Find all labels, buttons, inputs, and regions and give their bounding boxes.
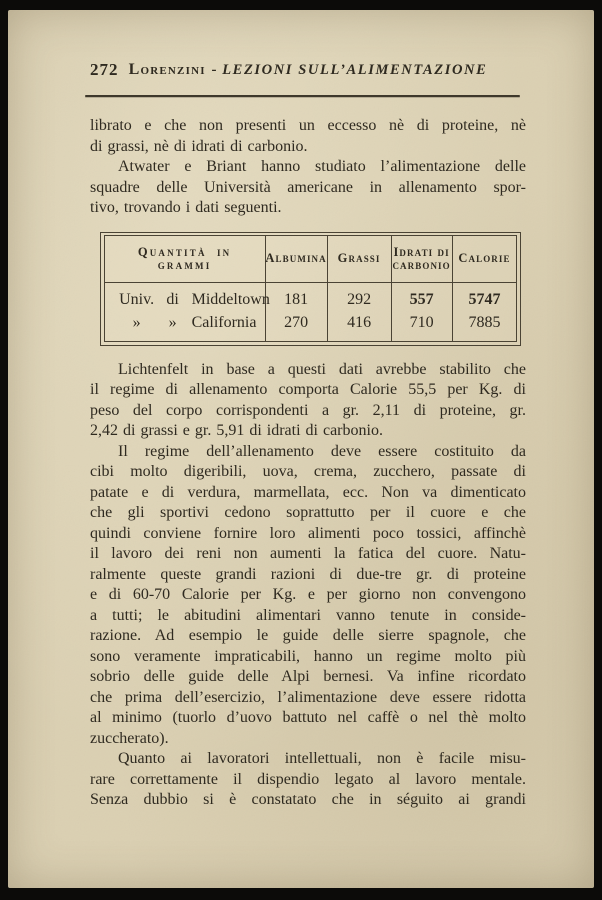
paragraph-2 [90, 157, 526, 219]
row-label-ditto: » [168, 314, 177, 332]
table-value: 270 [284, 314, 309, 332]
title-separator: - [207, 62, 221, 78]
table-value: 416 [347, 314, 372, 332]
paragraph-3 [90, 360, 526, 442]
text-line: al minimo (tuorlo d’uovo battuto nel caffè o nel thè molto [90, 709, 526, 727]
book-title: LEZIONI SULL’ALIMENTAZIONE [222, 62, 488, 78]
paragraph-4 [90, 442, 526, 750]
paragraph-1 [90, 116, 526, 157]
row-label-part: Middeltown [191, 291, 270, 309]
row-label-ditto: » [132, 314, 141, 332]
row-labels [105, 283, 270, 341]
page-number: 272 [90, 60, 119, 79]
text-line: quindi conviene fornire loro alimenti poco tossici, affinchè [90, 524, 526, 542]
grassi-values [328, 283, 392, 341]
text-line: zuccherato). [90, 729, 169, 747]
albumina-values [266, 283, 328, 341]
nutrition-table-grid [104, 235, 518, 342]
text-line: Il regime dell’allenamento deve essere costituito da [118, 442, 526, 460]
table-value: 5747 [468, 291, 501, 309]
col-header-calorie: Calorie [453, 236, 517, 283]
table-value: 7885 [468, 314, 501, 332]
text-line: rare correttamente il dispendio legato al lavoro mentale. [90, 770, 526, 788]
header-rule [85, 95, 520, 97]
text-line: squadre delle Università americane in allenamento spor- [90, 178, 526, 196]
text-line: Atwater e Briant hanno studiato l’alimentazione delle [118, 158, 526, 175]
text-line: e di 60-70 Calorie per Kg. e per giorno non convengono [90, 586, 526, 604]
text-line: patate e di verdura, marmellata, ecc. Non va dimenticato [90, 483, 526, 501]
col-header-albumina: Albumina [266, 236, 328, 283]
idrati-values [392, 283, 453, 341]
col-header-grassi: Grassi [328, 236, 392, 283]
text-line: sono veramente impraticabili, hanno un regime molto più [90, 647, 526, 665]
calorie-values [453, 283, 517, 341]
table-value: 181 [284, 291, 309, 309]
text-line: che prima dell’esercizio, l’alimentazione deve essere ridotta [90, 688, 526, 706]
text-line: a tutti; le abitudini alimentari vanno tenute in conside- [90, 606, 526, 624]
text-line: che gli sportivi cedono soprattutto per il cuore e che [90, 504, 526, 522]
text-line: peso del corpo corrispondenti a gr. 2,11 di proteine, gr. [90, 401, 526, 419]
row-label-part: Univ. [119, 291, 155, 309]
text-line: razione. Ad esempio le guide delle sierre spagnole, che [90, 627, 526, 645]
text-line: il regime di allenamento comporta Calorie 55,5 per Kg. di [90, 381, 526, 399]
text-line: tivo, trovando i dati seguenti. [90, 199, 282, 216]
running-title [90, 61, 526, 79]
text-line: 2,42 di grassi e gr. 5,91 di idrati di carbonio. [90, 422, 383, 440]
col-header-quantita: Quantità in grammi [105, 236, 266, 283]
nutrition-table [100, 232, 521, 346]
text-line: Senza dubbio si è constatato che in séguito ai grandi [90, 791, 526, 809]
row-label-part: di [166, 291, 179, 309]
running-header [90, 60, 526, 82]
table-value: 710 [409, 314, 434, 332]
col-header-idrati: Idrati di carbonio [392, 236, 453, 283]
table-value: 557 [409, 291, 434, 309]
text-line: Quanto ai lavoratori intellettuali, non è facile misu- [118, 750, 526, 768]
row-label-part: California [191, 314, 257, 332]
text-line: ralmente queste grandi razioni di due-tre gr. di proteine [90, 565, 526, 583]
text-line: sobrio delle guide delle Alpi bernesi. Va infine ricordato [90, 668, 526, 686]
text-line: librato e che non presenti un eccesso nè di proteine, nè [90, 117, 526, 134]
text-line: il lavoro dei reni non aumenti la fatica del cuore. Natu- [90, 545, 526, 563]
paragraph-5 [90, 749, 526, 811]
book-page [8, 10, 594, 888]
author-name: Lorenzini [128, 61, 206, 78]
table-value: 292 [347, 291, 372, 309]
text-line: Lichtenfelt in base a questi dati avrebbe stabilito che [118, 360, 526, 378]
text-line: cibi molto digeribili, uova, crema, zucchero, passate di [90, 463, 526, 481]
text-line: di grassi, nè di idrati di carbonio. [90, 137, 308, 155]
text-column [90, 116, 526, 811]
